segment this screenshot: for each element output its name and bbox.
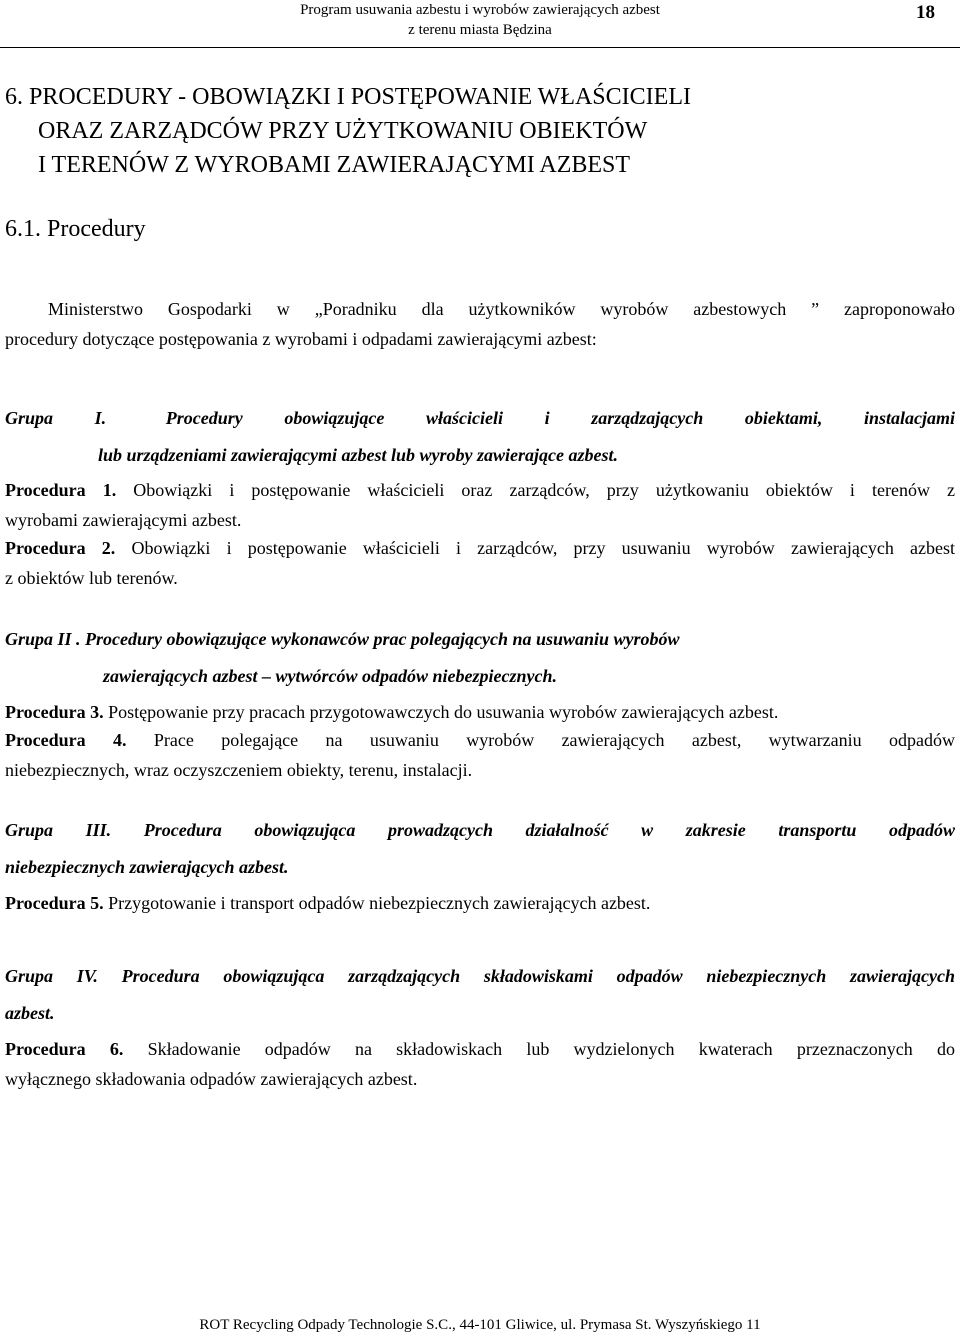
procedure-2-line-1: Obowiązki i postępowanie właścicieli i zarządców, przy usuwaniu wyrobów zawierających azbest	[131, 538, 955, 558]
procedure-5	[5, 888, 955, 918]
procedure-6	[5, 1034, 955, 1094]
procedure-4-label: Procedura 4.	[5, 730, 127, 750]
group-1-heading	[5, 403, 955, 433]
section-title: 6.1. Procedury	[5, 216, 146, 242]
group-2-title-line-2: zawierających azbest – wytwórców odpadów niebezpiecznych.	[103, 666, 557, 686]
group-2-title-line-2-wrap	[103, 661, 958, 691]
procedure-3-line-1: Postępowanie przy pracach przygotowawczych do usuwania wyrobów zawierających azbest.	[108, 702, 779, 722]
procedure-6-label: Procedura 6.	[5, 1039, 124, 1059]
procedure-6-line-1: Składowanie odpadów na składowiskach lub wydzielonych kwaterach przeznaczonych do	[147, 1039, 956, 1059]
chapter-title-line-2: ORAZ ZARZĄDCÓW PRZY UŻYTKOWANIU OBIEKTÓW	[38, 118, 648, 144]
group-2-heading	[5, 624, 955, 654]
group-2-label: Grupa II .	[5, 629, 81, 649]
group-3-title-line-2: niebezpiecznych zawierających azbest.	[5, 857, 289, 877]
procedure-4-line-1: Prace polegające na usuwaniu wyrobów zawierających azbest, wytwarzaniu odpadów	[153, 730, 955, 750]
header-line-2: z terenu miasta Będzina	[408, 22, 552, 38]
procedure-5-label: Procedura 5.	[5, 893, 104, 913]
group-3-title-line-2-wrap	[5, 852, 955, 882]
group-1-title-line-1: Procedury obowiązujące właścicieli i zarządzających obiektami, instalacjami	[165, 408, 955, 428]
group-4-title-line-1: Procedura obowiązująca zarządzających składowiskami odpadów niebezpiecznych zawierających	[121, 966, 956, 986]
group-1-title-line-2: lub urządzeniami zawierającymi azbest lub wyroby zawierające azbest.	[98, 445, 619, 465]
chapter-title-line-3: I TERENÓW Z WYROBAMI ZAWIERAJĄCYMI AZBEST	[38, 152, 631, 178]
procedure-1-line-2: wyrobami zawierającymi azbest.	[5, 510, 242, 530]
group-3-heading	[5, 815, 955, 845]
group-3-label: Grupa III.	[5, 820, 112, 840]
intro-line-2: procedury dotyczące postępowania z wyrobami i odpadami zawierającymi azbest:	[5, 329, 597, 349]
intro-line-1: Ministerstwo Gospodarki w „Poradniku dla użytkowników wyrobów azbestowych ” zaproponowało	[48, 299, 955, 319]
group-4-label: Grupa IV.	[5, 966, 98, 986]
running-header	[290, 0, 670, 40]
procedure-2-line-2: z obiektów lub terenów.	[5, 568, 178, 588]
procedure-3	[5, 697, 955, 727]
chapter-title-line-1: 6. PROCEDURY - OBOWIĄZKI I POSTĘPOWANIE WŁAŚCICIELI	[5, 84, 691, 110]
chapter-title	[5, 80, 955, 182]
group-1-title-line-2-wrap	[98, 440, 958, 470]
procedure-4-line-2: niebezpiecznych, wraz oczyszczeniem obiekty, terenu, instalacji.	[5, 760, 473, 780]
procedure-5-line-1: Przygotowanie i transport odpadów niebezpiecznych zawierających azbest.	[108, 893, 651, 913]
header-line-1: Program usuwania azbestu i wyrobów zawierających azbest	[300, 2, 660, 18]
procedure-4	[5, 725, 955, 785]
page-number: 18	[916, 2, 935, 23]
procedure-1-label: Procedura 1.	[5, 480, 117, 500]
group-4-title-line-2-wrap	[5, 998, 955, 1028]
procedure-2	[5, 533, 955, 593]
group-1-label: Grupa I.	[5, 408, 107, 428]
procedure-1	[5, 475, 955, 535]
page-footer: ROT Recycling Odpady Technologie S.C., 44-101 Gliwice, ul. Prymasa St. Wyszyńskiego 11	[199, 1317, 761, 1333]
group-2-title-line-1: Procedury obowiązujące wykonawców prac polegających na usuwaniu wyrobów	[85, 629, 680, 649]
intro-paragraph	[5, 294, 955, 354]
procedure-3-label: Procedura 3.	[5, 702, 104, 722]
header-divider	[0, 47, 960, 48]
group-4-heading	[5, 961, 955, 991]
group-4-title-line-2: azbest.	[5, 1003, 55, 1023]
group-3-title-line-1: Procedura obowiązująca prowadzących działalność w zakresie transportu odpadów	[143, 820, 956, 840]
procedure-6-line-2: wyłącznego składowania odpadów zawierających azbest.	[5, 1069, 418, 1089]
procedure-1-line-1: Obowiązki i postępowanie właścicieli oraz zarządców, przy użytkowaniu obiektów i terenów z	[133, 480, 956, 500]
procedure-2-label: Procedura 2.	[5, 538, 116, 558]
